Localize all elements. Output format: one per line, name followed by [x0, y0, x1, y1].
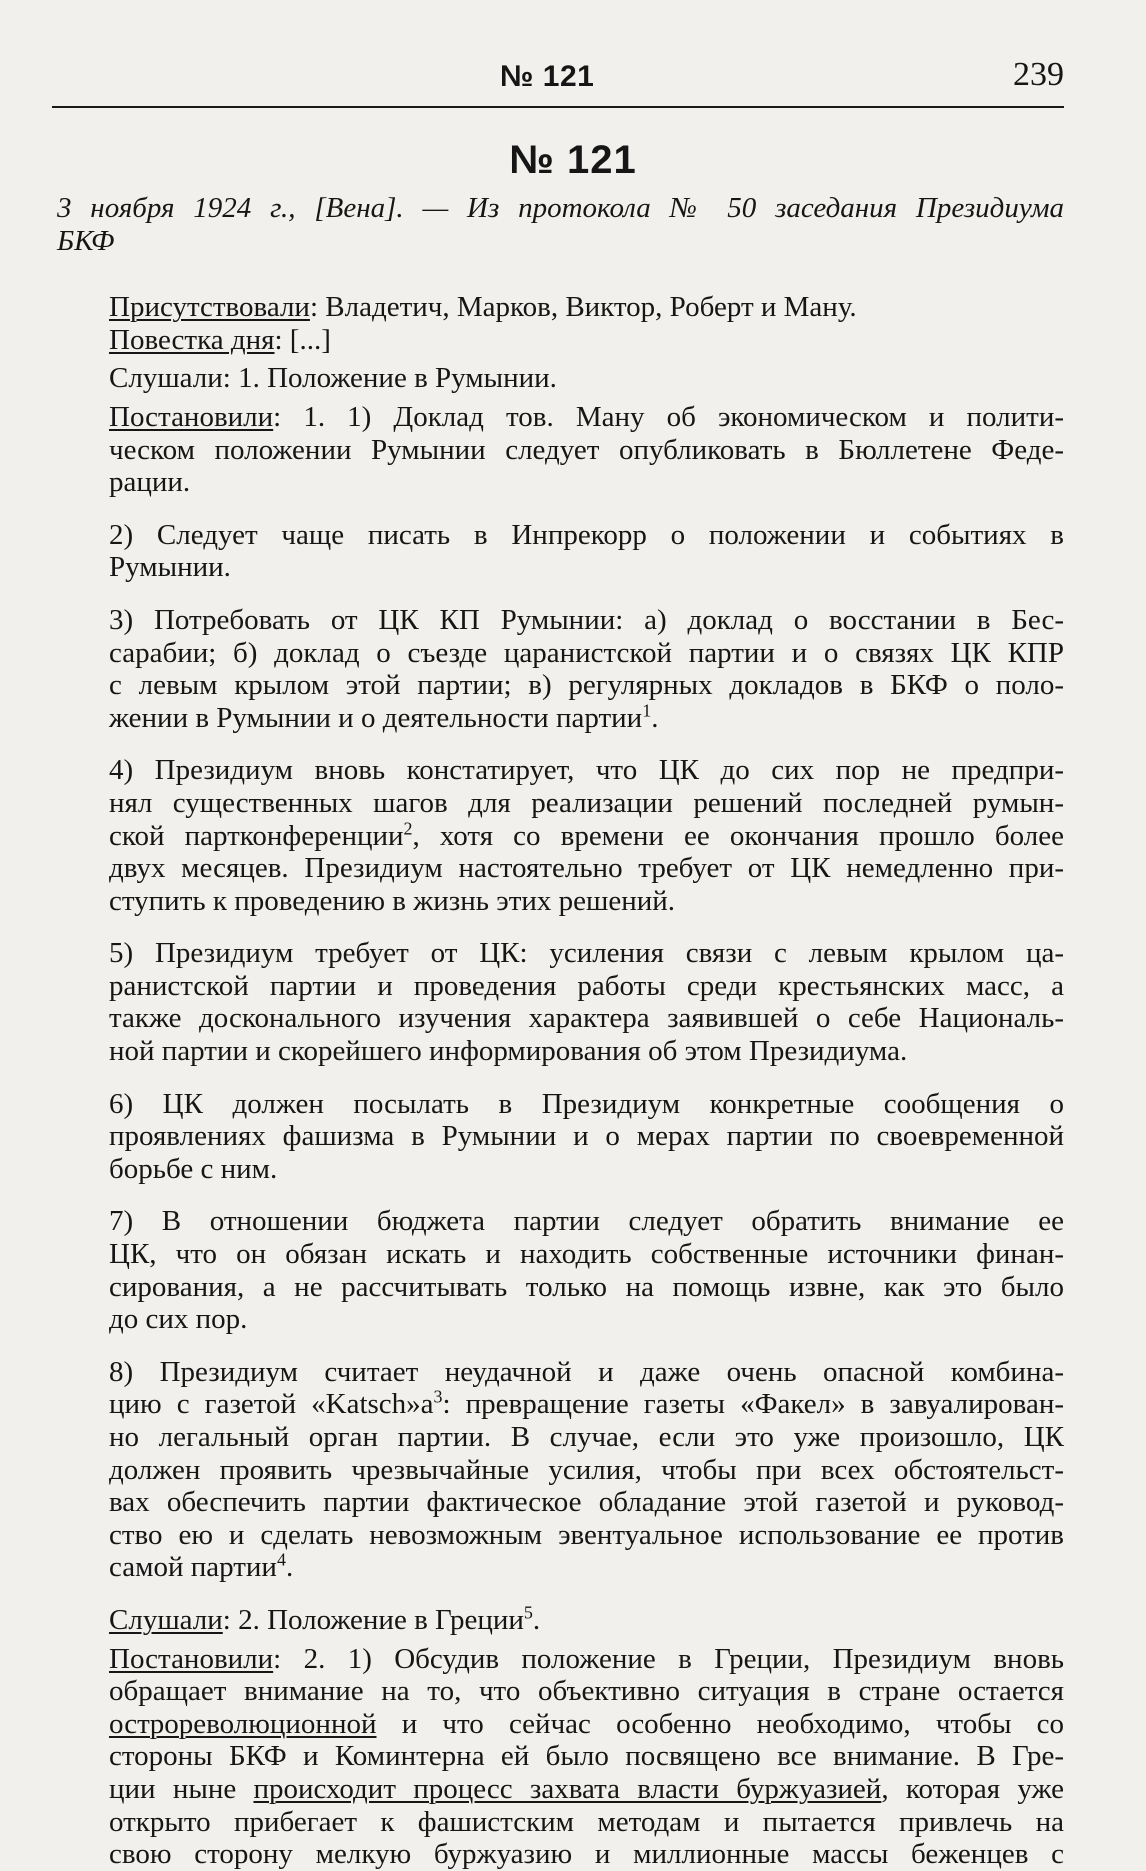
footnote-ref: 3 [433, 1386, 443, 1407]
text-fragment: : 1. 1) Доклад тов. Ману об экономическом и полити- [273, 400, 1064, 433]
text-fragment: , хотя со времени ее окончания прошло более [412, 819, 1064, 852]
text-line [57, 1643, 1064, 1676]
heading-line: 3 ноября 1924 г., [Вена]. — Из протокола № 50 заседания Президиума [57, 192, 1064, 224]
resolved-1-paragraph-3 [57, 604, 1064, 734]
text-fragment: жении в Румынии и о деятельности партии [109, 701, 643, 734]
text-line: борьбе с ним. [109, 1152, 278, 1185]
present-paragraph [57, 291, 1064, 324]
footnote-ref: 4 [276, 1549, 286, 1570]
text-line: обращает внимание на то, что объективно ситуация в стране остается [109, 1675, 1064, 1708]
text-line: 4) Президиум вновь констатирует, что ЦК до сих пор не предпри- [109, 754, 1064, 787]
heard-label: Слушали [109, 1603, 223, 1636]
text-fragment: цию с газетой «Katsch»а [109, 1388, 434, 1421]
text-line [57, 401, 1064, 434]
resolved-1-paragraph-2 [57, 519, 1064, 584]
text-fragment: и что сейчас особенно необходимо, чтобы со [376, 1707, 1064, 1740]
text-line: сирования, а не рассчитывать только на помощь извне, как это было [109, 1270, 1064, 1303]
underlined-phrase: происходит процесс захвата власти буржуазией [253, 1772, 882, 1805]
present-text: : Владетич, Марков, Виктор, Роберт и Ману. [309, 291, 857, 324]
document-heading [57, 192, 1064, 257]
resolved-label: Постановили [109, 1642, 274, 1675]
agenda-label: Повестка дня [109, 323, 275, 356]
text-fragment: , которая уже [881, 1772, 1064, 1805]
resolved-1-paragraph-6 [57, 1088, 1064, 1186]
resolved-2-paragraph [57, 1643, 1064, 1871]
present-label: Присутствовали [109, 291, 310, 324]
text-line: с левым крылом этой партии; в) регулярных докладов в БКФ о поло- [109, 669, 1064, 702]
text-line: ческом положении Румынии следует опубликовать в Бюллетене Феде- [109, 433, 1064, 466]
text-line: ступить к проведению в жизнь этих решений. [109, 884, 676, 917]
footnote-ref: 1 [642, 700, 652, 721]
text-line [57, 1708, 1064, 1741]
text-line: Румынии. [109, 551, 231, 584]
text-line: но легальный орган партии. В случае, если это уже произошло, ЦК [109, 1421, 1064, 1453]
text-fragment: : 2. 1) Обсудив положение в Греции, Президиум вновь [273, 1642, 1064, 1675]
text-line: также доскональног​о изучения характера заявившей о себе Националь- [109, 1002, 1064, 1035]
text-line [57, 702, 1064, 735]
resolved-1-paragraph-5 [57, 937, 1064, 1067]
text-line: ной партии и скорейшего информирования об этом Президиума. [109, 1035, 908, 1068]
text-line: 2) Следует чаще писать в Инпрекорр о положении и событиях в [109, 518, 1064, 551]
text-line: нял существенных шагов для реализации решений последней румын- [109, 786, 1064, 819]
text-line: 6) ЦК должен посылать в Президиум конкретные сообщения о [109, 1087, 1064, 1120]
text-line [57, 1551, 1064, 1584]
heard-2 [57, 1604, 1064, 1637]
agenda-paragraph [57, 324, 1064, 357]
text-line: 5) Президиум требует от ЦК: усиления связи с левым крылом ца- [109, 937, 1064, 970]
resolved-1-paragraph-4 [57, 754, 1064, 917]
text-line: свою сторону мелкую буржуазию и миллионные массы беженцев с [109, 1838, 1064, 1871]
text-fragment: . [285, 1551, 294, 1584]
text-line: ранистской партии и проведения работы среди крестьянских масс, а [109, 969, 1064, 1002]
text-line: должен проявить чрезвычайные усилия, чтобы при всех обстоятельст- [109, 1453, 1064, 1486]
text-line: 8) Президиум считает неудачной и даже очень опасной комбина- [109, 1355, 1064, 1388]
underlined-phrase: остpореволюционной [109, 1707, 377, 1740]
text-line [57, 817, 1064, 853]
heard-1: Слушали: 1. Положение в Румынии. [109, 362, 557, 395]
text-fragment: : превращение газеты «Факел» в завуалирован- [442, 1388, 1064, 1421]
text-line: ство ею и сделать невозможным эвентуальное использование ее против [109, 1518, 1064, 1551]
footnote-ref: 5 [523, 1602, 533, 1623]
text-line: стороны БКФ и Коминтерна ей было посвящено все внимание. В Гре- [109, 1740, 1064, 1773]
text-line: вах обеспечить партии фактическое обладание этой газетой и руковод- [109, 1486, 1064, 1519]
text-fragment: . [532, 1603, 541, 1636]
text-fragment: ции ныне [109, 1772, 254, 1805]
text-fragment: ской партконференции [109, 819, 404, 852]
resolved-1-paragraph-7 [57, 1205, 1064, 1335]
text-line [57, 1388, 1064, 1421]
text-line: рации. [109, 466, 191, 499]
text-fragment: : 2. Положение в Греции [222, 1603, 524, 1636]
text-line: до сих пор. [109, 1303, 248, 1336]
text-line: проявлениях фашизма в Румынии и о мерах партии по своевременной [109, 1120, 1064, 1153]
header-rule [52, 106, 1064, 108]
agenda-text: : [...] [274, 323, 331, 356]
text-fragment: самой партии [109, 1551, 277, 1584]
text-line [57, 1773, 1064, 1806]
text-line: 7) В отношении бюджета партии следует обратить внимание ее [109, 1205, 1064, 1238]
document-number: № 121 [509, 138, 637, 182]
text-line: ЦК, что он обязан искать и находить собственные источники финан- [109, 1238, 1064, 1271]
page-number: 239 [1013, 56, 1064, 93]
text-line: 3) Потребовать от ЦК КП Румынии: а) доклад о восстании в Бес- [109, 603, 1064, 636]
text-fragment: . [651, 701, 659, 734]
resolved-label: Постановили [109, 400, 274, 433]
resolved-1-paragraph-1 [57, 401, 1064, 499]
heading-line: БКФ [57, 224, 115, 257]
resolved-1-paragraph-8 [57, 1356, 1064, 1584]
text-line: двух месяцев. Президиум настоятельно требует от ЦК немедленно при- [109, 852, 1064, 885]
footnote-ref: 2 [403, 817, 413, 838]
text-line: сарабии; б) доклад о съезде царанистской партии и о связях ЦК КПР [109, 636, 1064, 669]
text-line: открыто прибегает к фашистским методам и пытается привлечь на [109, 1805, 1064, 1838]
running-head-title: № 121 [500, 60, 595, 93]
document-body [57, 192, 1064, 1871]
